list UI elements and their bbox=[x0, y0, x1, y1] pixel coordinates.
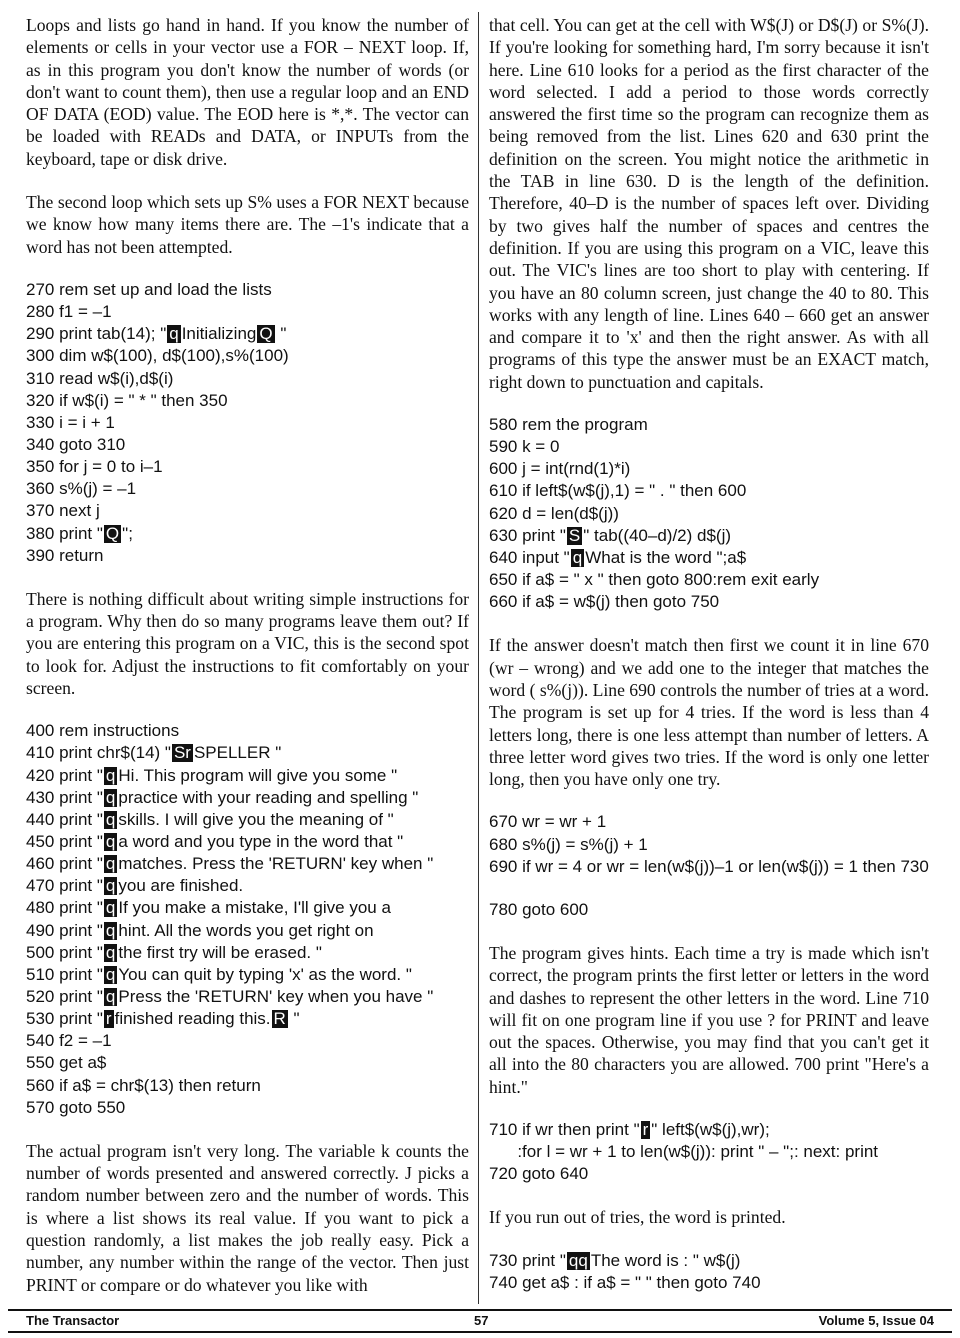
code-line bbox=[26, 720, 469, 742]
paragraph: The program gives hints. Each time a try is made which isn't correct, the program prints the first letter or letters in the word and dashes to represent the other letters in the word. Line 710 will fit on one program line if you use ? for PRINT and leave out the spaces. Otherwise, you may find that you can't get it all into the 80 characters you are allowed. 700 print "Here's a hint." bbox=[489, 942, 929, 1097]
code-text: 590 k = 0 bbox=[489, 437, 560, 457]
code-text: 650 if a$ = " x " then goto 800:rem exit early bbox=[489, 570, 820, 590]
code-text: practice with your reading and spelling " bbox=[118, 787, 419, 807]
code-line bbox=[26, 1052, 469, 1074]
code-listing bbox=[489, 899, 929, 921]
code-line bbox=[26, 368, 469, 390]
code-text: If you make a mistake, I'll give you a bbox=[118, 898, 391, 918]
code-line bbox=[489, 899, 929, 921]
code-text: " bbox=[275, 324, 287, 344]
code-text: 580 rem the program bbox=[489, 415, 648, 435]
code-line bbox=[26, 412, 469, 434]
code-text: You can quit by typing 'x' as the word. " bbox=[118, 964, 412, 984]
reverse-control-char: R bbox=[273, 1009, 286, 1029]
code-line bbox=[26, 434, 469, 456]
code-line bbox=[26, 279, 469, 301]
code-line bbox=[489, 811, 929, 833]
code-text: 460 print " bbox=[26, 854, 103, 874]
code-text: 730 print " bbox=[489, 1250, 566, 1270]
code-text: 550 get a$ bbox=[26, 1053, 107, 1073]
code-text: " bbox=[288, 1009, 300, 1029]
code-line bbox=[26, 853, 469, 875]
code-line bbox=[489, 547, 929, 569]
code-line bbox=[489, 458, 929, 480]
paragraph: If the answer doesn't match then first we count it in line 670 (wr – wrong) and we add one to the integer that matches the word ( s%(j)). Line 690 controls the number of tries at a word. The program is set up for 4 tries. If the word is less than 4 letters long, there is one less attempt than number of letters. A three letter word gives two tries. If the word is only one letter long, then you have only one try. bbox=[489, 635, 929, 790]
code-text: 410 print chr$(14) " bbox=[26, 743, 171, 763]
paragraph: The second loop which sets up S% uses a FOR NEXT because we know how many items there are. The –1's indicate that a word has not been attempted. bbox=[26, 192, 469, 257]
code-text: 540 f2 = –1 bbox=[26, 1031, 112, 1051]
code-text: 720 goto 640 bbox=[489, 1164, 589, 1184]
code-text: 280 f1 = –1 bbox=[26, 302, 112, 322]
code-line bbox=[26, 1030, 469, 1052]
code-text: the first try will be erased. " bbox=[118, 942, 322, 962]
code-text: 630 print " bbox=[489, 525, 566, 545]
code-line bbox=[489, 1272, 929, 1294]
code-line bbox=[26, 964, 469, 986]
reverse-control-char: r bbox=[105, 1009, 112, 1029]
code-text: 360 s%(j) = –1 bbox=[26, 479, 137, 499]
code-text: 510 print " bbox=[26, 964, 103, 984]
reverse-control-char: S bbox=[568, 525, 581, 545]
code-text: 270 rem set up and load the lists bbox=[26, 279, 272, 299]
code-text: 520 print " bbox=[26, 986, 103, 1006]
issue-label: Volume 5, Issue 04 bbox=[818, 1313, 934, 1328]
code-listing bbox=[489, 1119, 929, 1185]
code-text: 390 return bbox=[26, 545, 104, 565]
code-line bbox=[26, 765, 469, 787]
code-text: 300 dim w$(100), d$(100),s%(100) bbox=[26, 346, 289, 366]
code-text: " tab((40–d)/2) d$(j) bbox=[583, 525, 732, 545]
code-text: 670 wr = wr + 1 bbox=[489, 812, 607, 832]
code-line bbox=[489, 1163, 929, 1185]
code-text: 370 next j bbox=[26, 501, 100, 521]
code-line bbox=[489, 480, 929, 502]
code-text: matches. Press the 'RETURN' key when " bbox=[118, 854, 434, 874]
code-text: 690 if wr = 4 or wr = len(w$(j))–1 or len(w$(j)) = 1 then 730 bbox=[489, 856, 929, 876]
code-text: 470 print " bbox=[26, 876, 103, 896]
code-text: 480 print " bbox=[26, 898, 103, 918]
page-footer bbox=[8, 1309, 952, 1333]
code-line bbox=[26, 390, 469, 412]
paragraph: Loops and lists go hand in hand. If you know the number of elements or cells in your vector use a FOR – NEXT loop. If, as in this program you don't know the number of words (or don't want to count them), then use a regular loop and an END OF DATA (EOD) value. The EOD here is *,*. The vector can be loaded with READs and DATA, or INPUTs from the keyboard, tape or disk drive. bbox=[26, 15, 469, 169]
column-divider bbox=[478, 12, 479, 1304]
code-text: " left$(w$(j),wr); bbox=[651, 1120, 770, 1140]
reverse-control-char: q bbox=[105, 920, 116, 940]
code-text: finished reading this. bbox=[114, 1009, 271, 1029]
code-line bbox=[26, 1075, 469, 1097]
code-text: Press the 'RETURN' key when you have " bbox=[118, 986, 434, 1006]
code-line bbox=[489, 834, 929, 856]
code-line bbox=[489, 569, 929, 591]
magazine-title: The Transactor bbox=[26, 1313, 120, 1328]
reverse-control-char: q bbox=[105, 942, 116, 962]
reverse-control-char: q bbox=[105, 765, 116, 785]
code-line bbox=[26, 456, 469, 478]
code-line bbox=[26, 875, 469, 897]
code-text: 290 print tab(14); " bbox=[26, 324, 167, 344]
code-text: 440 print " bbox=[26, 809, 103, 829]
reverse-control-char: q bbox=[105, 964, 116, 984]
reverse-control-char: q bbox=[105, 876, 116, 896]
reverse-control-char: q bbox=[169, 324, 179, 344]
code-line bbox=[26, 942, 469, 964]
reverse-control-char: q bbox=[105, 831, 116, 851]
code-line bbox=[489, 1119, 929, 1141]
code-line bbox=[26, 787, 469, 809]
code-text: 660 if a$ = w$(j) then goto 750 bbox=[489, 592, 720, 612]
code-line bbox=[26, 920, 469, 942]
code-listing bbox=[489, 811, 929, 877]
reverse-control-char: qq bbox=[568, 1250, 588, 1270]
code-text: 320 if w$(i) = " * " then 350 bbox=[26, 390, 228, 410]
code-text: 450 print " bbox=[26, 831, 103, 851]
reverse-control-char: Sr bbox=[173, 743, 191, 763]
code-listing bbox=[489, 1250, 929, 1294]
code-line bbox=[26, 831, 469, 853]
code-text: 380 print " bbox=[26, 523, 103, 543]
code-text: 430 print " bbox=[26, 787, 103, 807]
reverse-control-char: q bbox=[105, 898, 116, 918]
code-listing bbox=[26, 279, 469, 567]
code-text: 620 d = len(d$(j)) bbox=[489, 503, 619, 523]
code-line bbox=[26, 1097, 469, 1119]
code-line bbox=[26, 1008, 469, 1030]
paragraph: that cell. You can get at the cell with W$(J) or D$(J) or S%(J). If you're looking for something hard, I'm sorry because it isn't here. Line 610 looks for a period as the first character of the word selected. I add a period to those words correctly answered the first time so the program can recognize them as being removed from the list. Lines 620 and 630 print the definition on the screen. You might notice the arithmetic in the TAB in line 630. D is the length of the definition. Therefore, 40–D is the number of spaces left over. Dividing by two gives half the number of spaces and centres the definition. If you are using this program on a VIC, leave this out. The VIC's lines are too short to play with centering. If you have an 80 column screen, just change the 40 to 80. This works with any length of line. Lines 640 – 660 get an answer and compare it to 'x' and then the right answer. As with all programs of this type the answer must be an EXACT match, right down to punctuation and capitals. bbox=[489, 15, 929, 392]
code-text: 310 read w$(i),d$(i) bbox=[26, 368, 174, 388]
code-text: The word is : " w$(j) bbox=[590, 1250, 741, 1270]
left-column bbox=[26, 14, 469, 1317]
reverse-control-char: q bbox=[105, 986, 116, 1006]
code-text: 640 input " bbox=[489, 547, 570, 567]
code-text: 710 if wr then print " bbox=[489, 1120, 640, 1140]
code-line bbox=[489, 414, 929, 436]
code-line bbox=[26, 301, 469, 323]
paragraph: There is nothing difficult about writing simple instructions for a program. Why then do so many programs leave them out? If you are entering this program on a VIC, this is the second spot to look for. Adjust the instructions to fit comfortably on your screen. bbox=[26, 588, 469, 698]
code-line bbox=[489, 1250, 929, 1272]
code-text: 780 goto 600 bbox=[489, 899, 589, 919]
code-listing bbox=[26, 720, 469, 1119]
page-number: 57 bbox=[474, 1313, 489, 1328]
code-line bbox=[26, 323, 469, 345]
code-line bbox=[489, 591, 929, 613]
code-line bbox=[26, 478, 469, 500]
code-line bbox=[489, 503, 929, 525]
reverse-control-char: Q bbox=[259, 324, 273, 344]
code-line bbox=[26, 897, 469, 919]
code-text: 570 goto 550 bbox=[26, 1097, 126, 1117]
code-text: 530 print " bbox=[26, 1009, 103, 1029]
code-text: :for l = wr + 1 to len(w$(j)): print " – ";: next: print bbox=[489, 1142, 879, 1162]
code-line bbox=[26, 809, 469, 831]
code-line bbox=[26, 545, 469, 567]
code-line bbox=[489, 856, 929, 878]
code-text: 680 s%(j) = s%(j) + 1 bbox=[489, 834, 648, 854]
reverse-control-char: r bbox=[642, 1120, 649, 1140]
reverse-control-char: q bbox=[105, 787, 116, 807]
code-text: 500 print " bbox=[26, 942, 103, 962]
code-text: 490 print " bbox=[26, 920, 103, 940]
code-text: Hi. This program will give you some " bbox=[118, 765, 398, 785]
paragraph: If you run out of tries, the word is printed. bbox=[489, 1207, 786, 1228]
reverse-control-char: Q bbox=[105, 523, 120, 543]
code-text: "; bbox=[122, 523, 133, 543]
code-text: 350 for j = 0 to i–1 bbox=[26, 457, 163, 477]
code-text: 330 i = i + 1 bbox=[26, 412, 115, 432]
code-text: 610 if left$(w$(j),1) = " . " then 600 bbox=[489, 481, 747, 501]
code-line bbox=[26, 500, 469, 522]
code-text: 420 print " bbox=[26, 765, 103, 785]
code-listing bbox=[489, 414, 929, 613]
paragraph: The actual program isn't very long. The variable k counts the number of words presented and answered correctly. J picks a random number between zero and the number of words. This is where a list shows its real value. If you want to pick a question randomly, a list makes the job really easy. Pick a number, any number within the range of the vector. Then just PRINT or compare or do whatever you like with bbox=[26, 1140, 469, 1295]
code-text: you are finished. bbox=[118, 876, 244, 896]
reverse-control-char: q bbox=[105, 854, 116, 874]
reverse-control-char: q bbox=[105, 809, 116, 829]
code-line bbox=[26, 986, 469, 1008]
code-line bbox=[26, 345, 469, 367]
code-text: skills. I will give you the meaning of " bbox=[118, 809, 394, 829]
code-line bbox=[489, 1141, 929, 1163]
code-line bbox=[26, 523, 469, 545]
code-line bbox=[26, 742, 469, 764]
right-column bbox=[489, 14, 929, 1315]
code-line bbox=[489, 436, 929, 458]
code-line bbox=[489, 525, 929, 547]
code-text: hint. All the words you get right on bbox=[118, 920, 374, 940]
code-text: a word and you type in the word that " bbox=[118, 831, 404, 851]
code-text: SPELLER " bbox=[193, 743, 282, 763]
code-text: 400 rem instructions bbox=[26, 721, 180, 741]
code-text: 600 j = int(rnd(1)*i) bbox=[489, 459, 631, 479]
code-text: Initializing bbox=[181, 324, 257, 344]
code-text: 740 get a$ : if a$ = " " then goto 740 bbox=[489, 1272, 761, 1292]
code-text: 560 if a$ = chr$(13) then return bbox=[26, 1075, 261, 1095]
code-text: 340 goto 310 bbox=[26, 434, 126, 454]
code-text: What is the word ";a$ bbox=[585, 547, 747, 567]
reverse-control-char: q bbox=[572, 547, 583, 567]
